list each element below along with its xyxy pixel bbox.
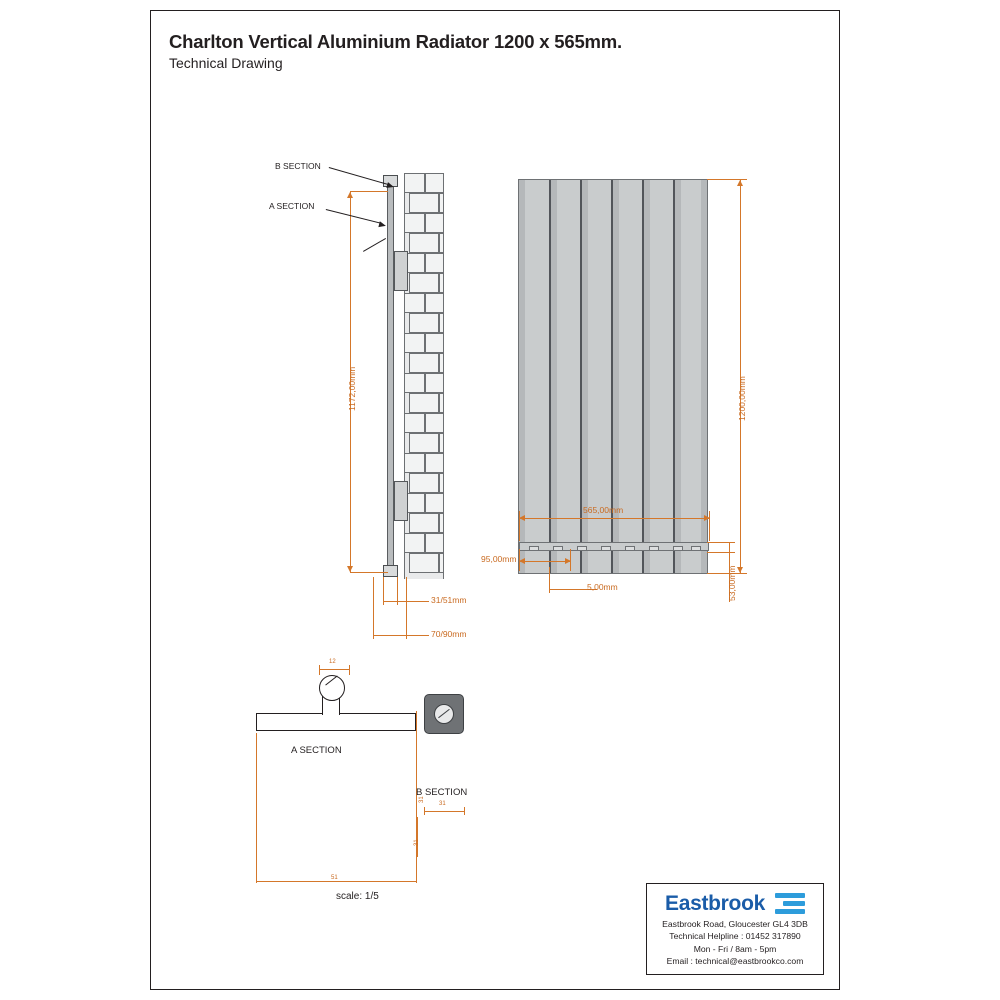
a-detail-top-dim-text: 12 [329, 659, 336, 665]
depth-large-ext-right [406, 577, 407, 639]
company-hours: Mon - Fri / 8am - 5pm [693, 943, 777, 954]
b-detail-top-dim-line [424, 811, 464, 812]
a-section-detail-label: A SECTION [291, 745, 342, 756]
side-height-arrow-down [347, 566, 353, 572]
b-detail-left-dim-text: 31 [414, 839, 420, 846]
side-height-ext-bottom [350, 572, 388, 573]
depth-large-ext-left [373, 577, 374, 639]
drawing-sheet-border [150, 10, 840, 990]
front-height-arrow-down [737, 567, 743, 573]
plan-width-arrow-left [519, 515, 525, 521]
side-height-dim-text: 1172,00mm [347, 366, 357, 411]
brand-name: Eastbrook [665, 892, 765, 915]
a-detail-bottom-ext-left [256, 733, 257, 883]
depth-small-dim-text: 31/51mm [431, 595, 467, 605]
company-helpline: Technical Helpline : 01452 317890 [669, 931, 801, 941]
brand-row [647, 884, 823, 916]
a-detail-top-dim-line [319, 669, 349, 670]
a-section-callout-label: A SECTION [269, 201, 315, 211]
side-height-arrow-up [347, 192, 353, 198]
plan-segment-dim-text: 95,00mm [481, 554, 517, 564]
plan-depth-ext-bottom [707, 552, 735, 553]
front-height-arrow-up [737, 180, 743, 186]
plan-segment-dim-line [519, 561, 571, 562]
b-section-detail [406, 666, 516, 756]
title-block [646, 883, 824, 975]
plan-segment-arrow-right [565, 558, 571, 564]
plan-segment-arrow-left [519, 558, 525, 564]
plan-width-arrow-right [704, 515, 710, 521]
depth-large-dim-line [373, 635, 429, 636]
front-height-dim-text: 1200,00mm [737, 376, 747, 421]
plan-width-dim-line [519, 518, 710, 519]
a-detail-right-dim-text: 31 [419, 796, 425, 803]
depth-large-dim-text: 70/90mm [431, 629, 467, 639]
b-detail-top-dim-text: 31 [439, 801, 446, 807]
wall-bracket-lower [394, 481, 408, 521]
fin-gap-dim-text: 5,00mm [587, 582, 618, 592]
b-detail-top-ext-left [424, 807, 425, 815]
page-title: Charlton Vertical Aluminium Radiator 1200 x 565mm. [169, 31, 622, 52]
a-detail-bottom-dim-line [256, 881, 416, 882]
a-detail-top-ext-right [349, 665, 350, 675]
company-address: Eastbrook Road, Gloucester GL4 3DB [662, 918, 808, 929]
plan-depth-ext-top [707, 542, 735, 543]
plan-width-dim-text: 565,00mm [583, 505, 624, 515]
b-detail-left-dim-line [417, 817, 418, 857]
wall-bracket-upper [394, 251, 408, 291]
b-section-callout-label: B SECTION [275, 161, 321, 171]
eastbrook-logo-icon [775, 893, 805, 915]
a-section-bar [256, 713, 416, 731]
radiator-side-profile [387, 181, 394, 571]
scale-note: scale: 1/5 [336, 891, 379, 902]
side-height-ext-top [350, 191, 388, 192]
b-section-detail-label: B SECTION [416, 787, 468, 798]
b-detail-top-ext-right [464, 807, 465, 815]
company-email: Email : technical@eastbrookco.com [666, 956, 804, 966]
page-subtitle: Technical Drawing [169, 55, 283, 71]
radiator-side-bottom-cap [383, 565, 398, 577]
wall-hatch [404, 173, 444, 579]
a-detail-bottom-dim-text: 51 [331, 875, 338, 881]
a-detail-top-ext-left [319, 665, 320, 675]
plan-depth-dim-text: 53,00mm [727, 565, 737, 601]
plan-view [519, 539, 709, 555]
